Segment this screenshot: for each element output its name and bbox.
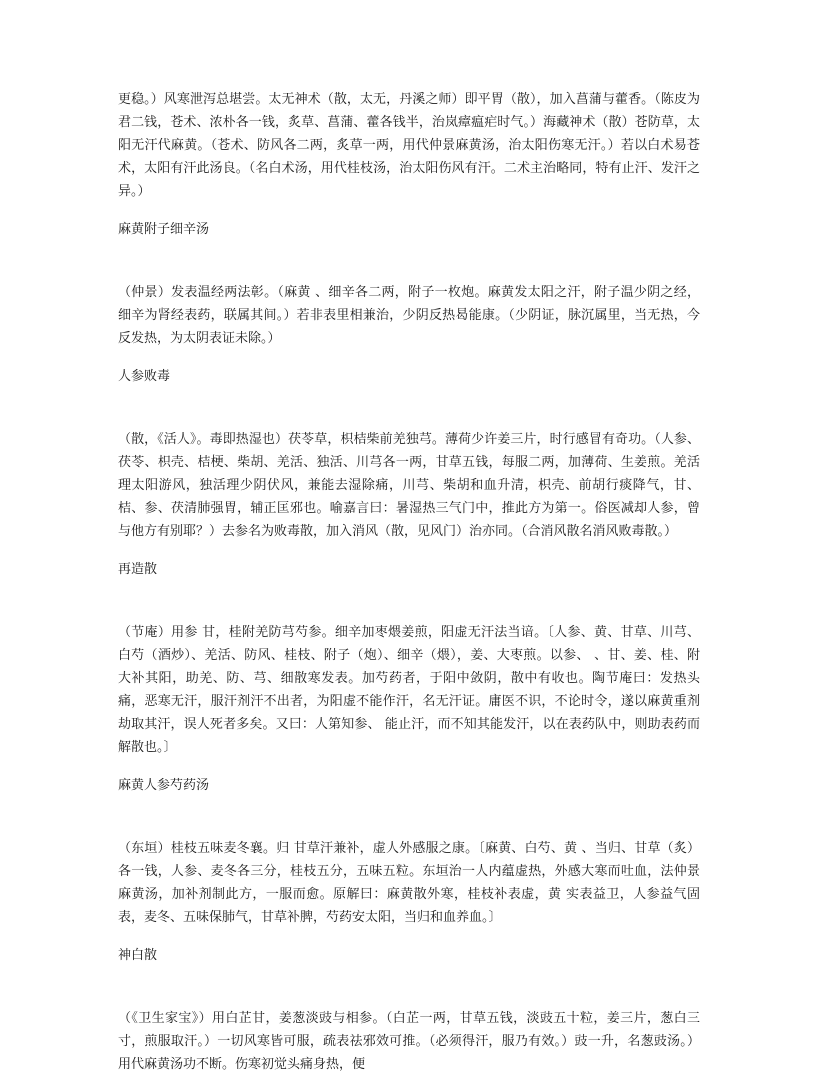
paragraph: （东垣）桂枝五味麦冬襄。归 甘草汗兼补，虚人外感服之康。〔麻黄、白芍、黄 、当归、甘草（炙）各一钱，人参、麦冬各三分，桂枝五分，五味五粒。东垣治一人内蕴虚热，外感大寒而吐血，法仲景麻黄汤，加补剂制此方，一服而愈。原解曰：麻黄散外寒，桂枝补表虚，黄 实表益卫，人参益气固表，麦冬、五味保肺气，甘草补脾，芍药安太阳，当归和血养血。〕 — [118, 841, 700, 925]
spacer — [118, 241, 700, 281]
spacer — [118, 967, 700, 1007]
spacer — [118, 797, 700, 837]
paragraph: （仲景）发表温经两法彰。（麻黄 、细辛各二两，附子一枚炮。麻黄发太阳之汗，附子温少阴之经，细辛为肾经表药，联属其间。）若非表里相兼治，少阴反热曷能康。（少阴证，脉沉属里，当无热，今反发热，为太阴表证未除。） — [118, 285, 700, 346]
section-heading: 再造散 — [118, 562, 158, 577]
spacer — [118, 759, 700, 774]
paragraph: （节庵）用参 甘，桂附羌防芎芍参。细辛加枣煨姜煎，阳虚无汗法当谙。〔人参、黄、甘草、川芎、白芍（酒炒）、羌活、防风、桂枝、附子（炮）、细辛（煨），姜、大枣煎。以参、 、甘、姜、桂、附大补其阳，助羌、防、芎、细散寒发表。加芍药者，于阳中敛阴，散中有收也。陶节庵曰：发热头痛，恶寒无汗，服汗剂汗不出者，为阳虚不能作汗，名无汗证。庸医不识，不论时令，遂以麻黄重剂劫取其汗，误人死者多矣。又曰：人第知参、 能止汗，而不知其能发汗，以在表药队中，则助表药而解散也。〕 — [118, 625, 700, 755]
paragraph: （《卫生家宝》）用白芷甘，姜葱淡豉与相参。（白芷一两，甘草五钱，淡豉五十粒，姜三片，葱白三寸，煎服取汗。）一切风寒皆可服，疏表祛邪效可推。（必须得汗，服乃有效。）豉一升，名葱豉汤。）用代麻黄汤功不断。伤寒初觉头痛身热，便 — [118, 1011, 700, 1072]
spacer — [118, 203, 700, 218]
spacer — [118, 388, 700, 428]
section-heading: 麻黄附子细辛汤 — [118, 222, 210, 237]
spacer — [118, 581, 700, 621]
section-heading: 麻黄人参芍药汤 — [118, 778, 210, 793]
section-heading: 神白散 — [118, 948, 158, 963]
section-heading: 人参败毒 — [118, 369, 171, 384]
spacer — [118, 929, 700, 944]
paragraph: （散，《活人》。毒即热湿也）茯苓草，枳桔柴前羌独芎。薄荷少许姜三片，时行感冒有奇功。（人参、茯苓、枳壳、桔梗、柴胡、羌活、独活、川芎各一两，甘草五钱，每服二两，加薄荷、生姜煎。羌活理太阳游风，独活理少阴伏风，兼能去湿除痛，川芎、柴胡和血升清，枳壳、前胡行痰降气，甘、桔、参、茯清肺强胃，辅正匡邪也。喻嘉言曰：暑湿热三气门中，推此方为第一。俗医减却人参，曾与他方有别耶？）去参名为败毒散，加入消风（散，见风门）治亦同。（合消风散名消风败毒散。） — [118, 432, 700, 539]
spacer — [118, 543, 700, 558]
spacer — [118, 350, 700, 365]
paragraph-intro: 更稳。）风寒泄泻总堪尝。太无神术（散，太无，丹溪之师）即平胃（散），加入菖蒲与藿香。（陈皮为君二钱，苍术、浓朴各一钱，炙草、菖蒲、藿各钱半，治岚瘴瘟疟时气。）海藏神术（散）苍防草，太阳无汗代麻黄。（苍术、防风各二两，炙草一两，用代仲景麻黄汤，治太阳伤寒无汗。）若以白术易苍术，太阳有汗此汤良。（名白术汤，用代桂枝汤，治太阳伤风有汗。二术主治略同，特有止汗、发汗之异。） — [118, 92, 700, 199]
document-page — [118, 88, 700, 1076]
